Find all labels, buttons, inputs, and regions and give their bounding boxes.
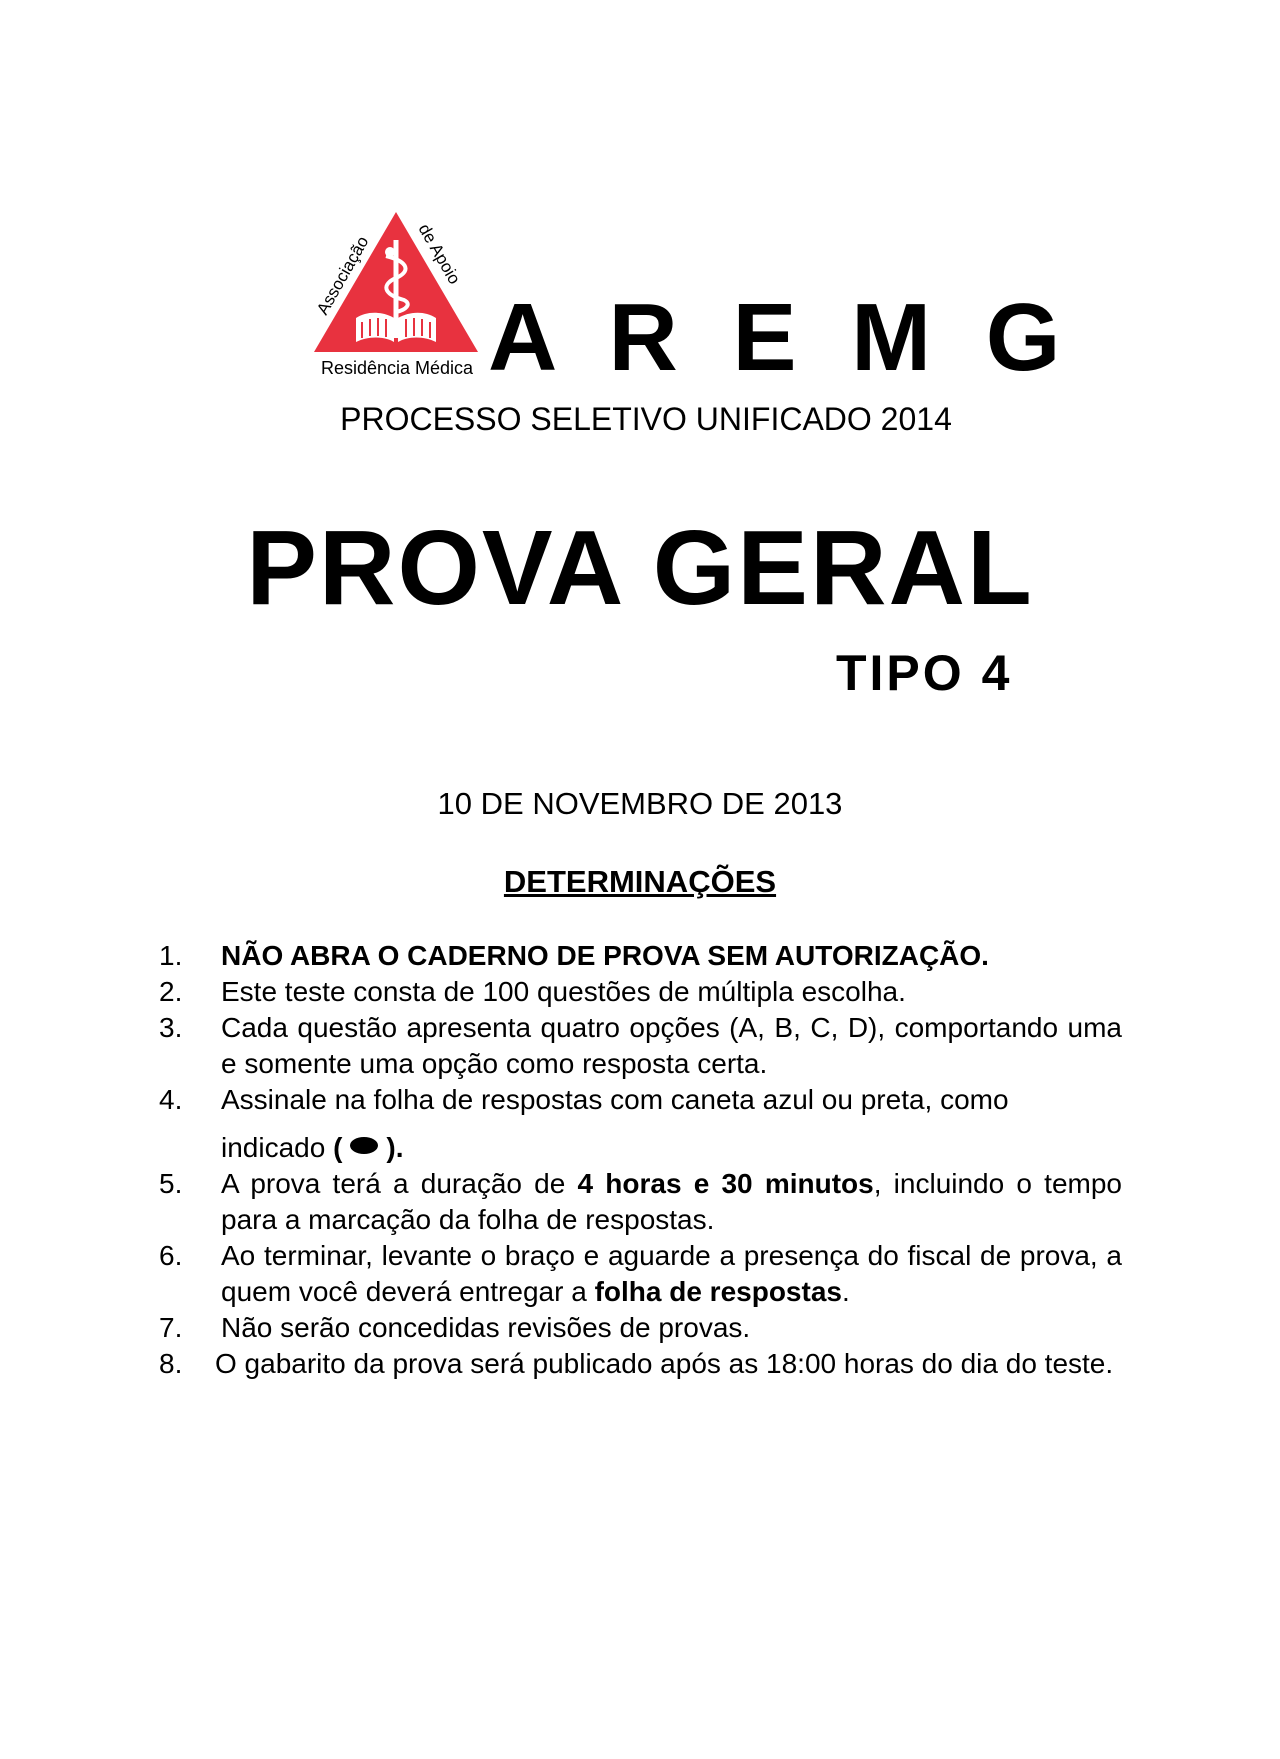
rule-item: [156, 1166, 1122, 1238]
process-line: [0, 400, 1280, 438]
rule-text: NÃO ABRA O CADERNO DE PROVA SEM AUTORIZAÇÃO.: [221, 940, 989, 971]
logo-arc-right-text: de Apoio: [414, 220, 465, 288]
rule-item: [156, 1238, 1122, 1310]
rule-text-before: Ao terminar, levante o braço e aguarde a presença do fiscal de prova, a quem você deverá entregar a: [221, 1240, 1122, 1307]
rules-list: [156, 938, 1122, 1382]
rule-text-after: .: [841, 1276, 850, 1307]
rule-item: [156, 1082, 1122, 1166]
rule-number: 6.: [159, 1240, 183, 1271]
indicator-close: ).: [386, 1132, 404, 1163]
aremg-logo: [306, 206, 488, 382]
org-acronym: A R E M G: [488, 284, 1075, 391]
logo-bottom-text: Residência Médica: [320, 358, 474, 378]
rule-text: Cada questão apresenta quatro opções (A, B, C, D), comportando uma e somente uma opção como resposta certa.: [221, 1012, 1122, 1079]
process-text: PROCESSO SELETIVO UNIFICADO 2014: [340, 401, 952, 437]
filled-oval-icon: [350, 1137, 378, 1154]
rule-number: 8.: [159, 1348, 183, 1379]
rule-text-line2: indicado: [221, 1132, 326, 1163]
rule-text-bold: 4 horas e 30 minutos: [577, 1168, 874, 1199]
exam-date: [0, 786, 1280, 822]
rule-text: Assinale na folha de respostas com caneta azul ou preta, como: [221, 1084, 1009, 1115]
rule-text-bold: folha de respostas: [594, 1276, 842, 1307]
rule-text-after: , incluindo o tempo para a marcação da folha de respostas.: [221, 1168, 1122, 1235]
rule-number: 7.: [159, 1312, 183, 1343]
rule-text-before: A prova terá a duração de: [221, 1168, 578, 1199]
rule-number: 5.: [159, 1168, 183, 1199]
rule-item: [156, 1310, 1122, 1346]
rule-text: O gabarito da prova será publicado após as 18:00 horas do dia do teste.: [215, 1348, 1114, 1379]
rule-indicator-line: [221, 1130, 404, 1166]
rule-item: [156, 938, 1122, 974]
rule-number: 2.: [159, 976, 183, 1007]
rule-item: [156, 1346, 1122, 1382]
rule-text: Não serão concedidas revisões de provas.: [221, 1312, 751, 1343]
logo-graphic: [306, 206, 488, 382]
rule-item: [156, 1010, 1122, 1082]
rule-text: Este teste consta de 100 questões de múltipla escolha.: [221, 976, 906, 1007]
exam-date-text: 10 DE NOVEMBRO DE 2013: [437, 786, 843, 821]
indicator-open: (: [333, 1132, 343, 1163]
rules-heading: DETERMINAÇÕES: [503, 864, 777, 899]
logo-arc-left-text: Associação: [312, 232, 373, 318]
exam-type: TIPO 4: [836, 645, 1013, 701]
rule-number: 3.: [159, 1012, 183, 1043]
rule-number: 1.: [159, 940, 183, 971]
rule-number: 4.: [159, 1084, 183, 1115]
rule-item: [156, 974, 1122, 1010]
exam-title: PROVA GERAL: [246, 509, 1034, 627]
